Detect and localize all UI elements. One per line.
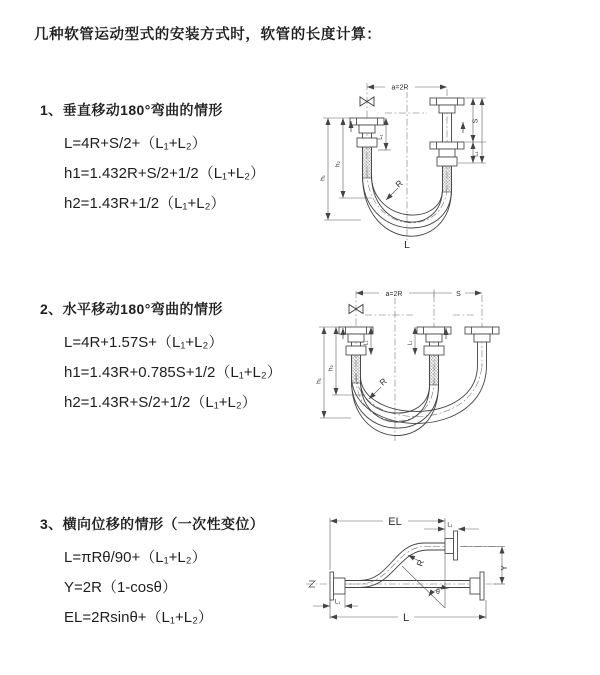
d1-braid-right bbox=[443, 166, 452, 192]
d2-radius-label: R bbox=[377, 375, 389, 388]
section-3-formula-L: L=πRθ/90+（L₁+L₂） bbox=[64, 549, 207, 566]
diagram-vertical-180-bend bbox=[315, 75, 555, 257]
d2-braid-left bbox=[352, 353, 361, 383]
d3-dim-l1-top-label: L₁ bbox=[447, 522, 453, 529]
d1-dim-l1-right-label: L₁ bbox=[473, 151, 480, 157]
d1-dim-h1-label: h₁ bbox=[319, 175, 327, 181]
d2-dim-a-label: a=2R bbox=[385, 291, 403, 298]
d1-dim-a-label: a=2R bbox=[391, 84, 409, 92]
d2-dim-s-label: S bbox=[456, 291, 461, 298]
section-3-formula-EL: EL=2Rsinθ+（L₁+L₂） bbox=[64, 609, 213, 626]
d2-dim-l1-mid-label: L₁ bbox=[407, 340, 414, 346]
section-2-formula-L: L=4R+1.57S+（L₁+L₂） bbox=[64, 334, 224, 351]
d3-dim-el-label: EL bbox=[388, 516, 402, 528]
d3-angle-label: θ bbox=[436, 589, 440, 596]
d1-dim-s-label: S bbox=[472, 118, 480, 124]
d2-braid-mid bbox=[430, 353, 439, 385]
d1-centerlines bbox=[367, 83, 447, 241]
d3-length-label: L bbox=[402, 612, 410, 624]
d1-dim-l1-left-label: L₁ bbox=[378, 134, 384, 140]
diagram-lateral-displacement bbox=[298, 500, 513, 640]
section-3 bbox=[40, 514, 330, 633]
d3-dim-y-label: Y bbox=[500, 565, 509, 571]
d3-dimension-lines bbox=[313, 518, 505, 619]
section-1-formula-L: L=4R+S/2+（L₁+L₂） bbox=[64, 135, 207, 152]
section-1 bbox=[40, 100, 330, 219]
section-2-formula-h2: h2=1.43R+S/2+1/2（L₁+L₂） bbox=[64, 394, 257, 411]
section-2 bbox=[40, 299, 330, 418]
d1-dimension-lines bbox=[323, 84, 486, 220]
d2-hose-drawing bbox=[352, 342, 487, 436]
diagram-horizontal-180-bend bbox=[313, 283, 513, 448]
d1-length-label: L bbox=[404, 239, 410, 251]
d1-dim-h2-label: h₂ bbox=[334, 160, 342, 168]
section-3-formula-Y: Y=2R（1-cosθ） bbox=[64, 579, 177, 596]
d2-dim-h2-label: h₂ bbox=[327, 364, 335, 372]
d2-dim-l1-left-label: L₁ bbox=[363, 340, 370, 346]
d3-flanges bbox=[330, 531, 484, 600]
section-1-formula-h1: h1=1.432R+S/2+1/2（L₁+L₂） bbox=[64, 165, 266, 182]
d3-radius-label: R bbox=[414, 558, 426, 568]
d1-radius-label: R bbox=[393, 177, 405, 190]
d1-braid-left bbox=[363, 145, 372, 178]
section-3-heading: 3、横向位移的情形（一次性变位） bbox=[40, 516, 265, 532]
d3-dim-l1-bottom-label: L₁ bbox=[334, 599, 341, 606]
section-1-heading: 1、垂直移动180°弯曲的情形 bbox=[40, 102, 223, 118]
section-1-formula-h2: h2=1.43R+1/2（L₁+L₂） bbox=[64, 195, 226, 212]
section-2-heading: 2、水平移动180°弯曲的情形 bbox=[40, 301, 223, 317]
d2-dim-h1-label: h₁ bbox=[315, 378, 323, 384]
d2-centerlines bbox=[356, 291, 482, 441]
section-2-formula-h1: h1=1.43R+0.785S+1/2（L₁+L₂） bbox=[64, 364, 282, 381]
page-title: 几种软管运动型式的安装方式时，软管的长度计算： bbox=[34, 27, 382, 43]
d2-dimension-lines bbox=[319, 290, 482, 419]
